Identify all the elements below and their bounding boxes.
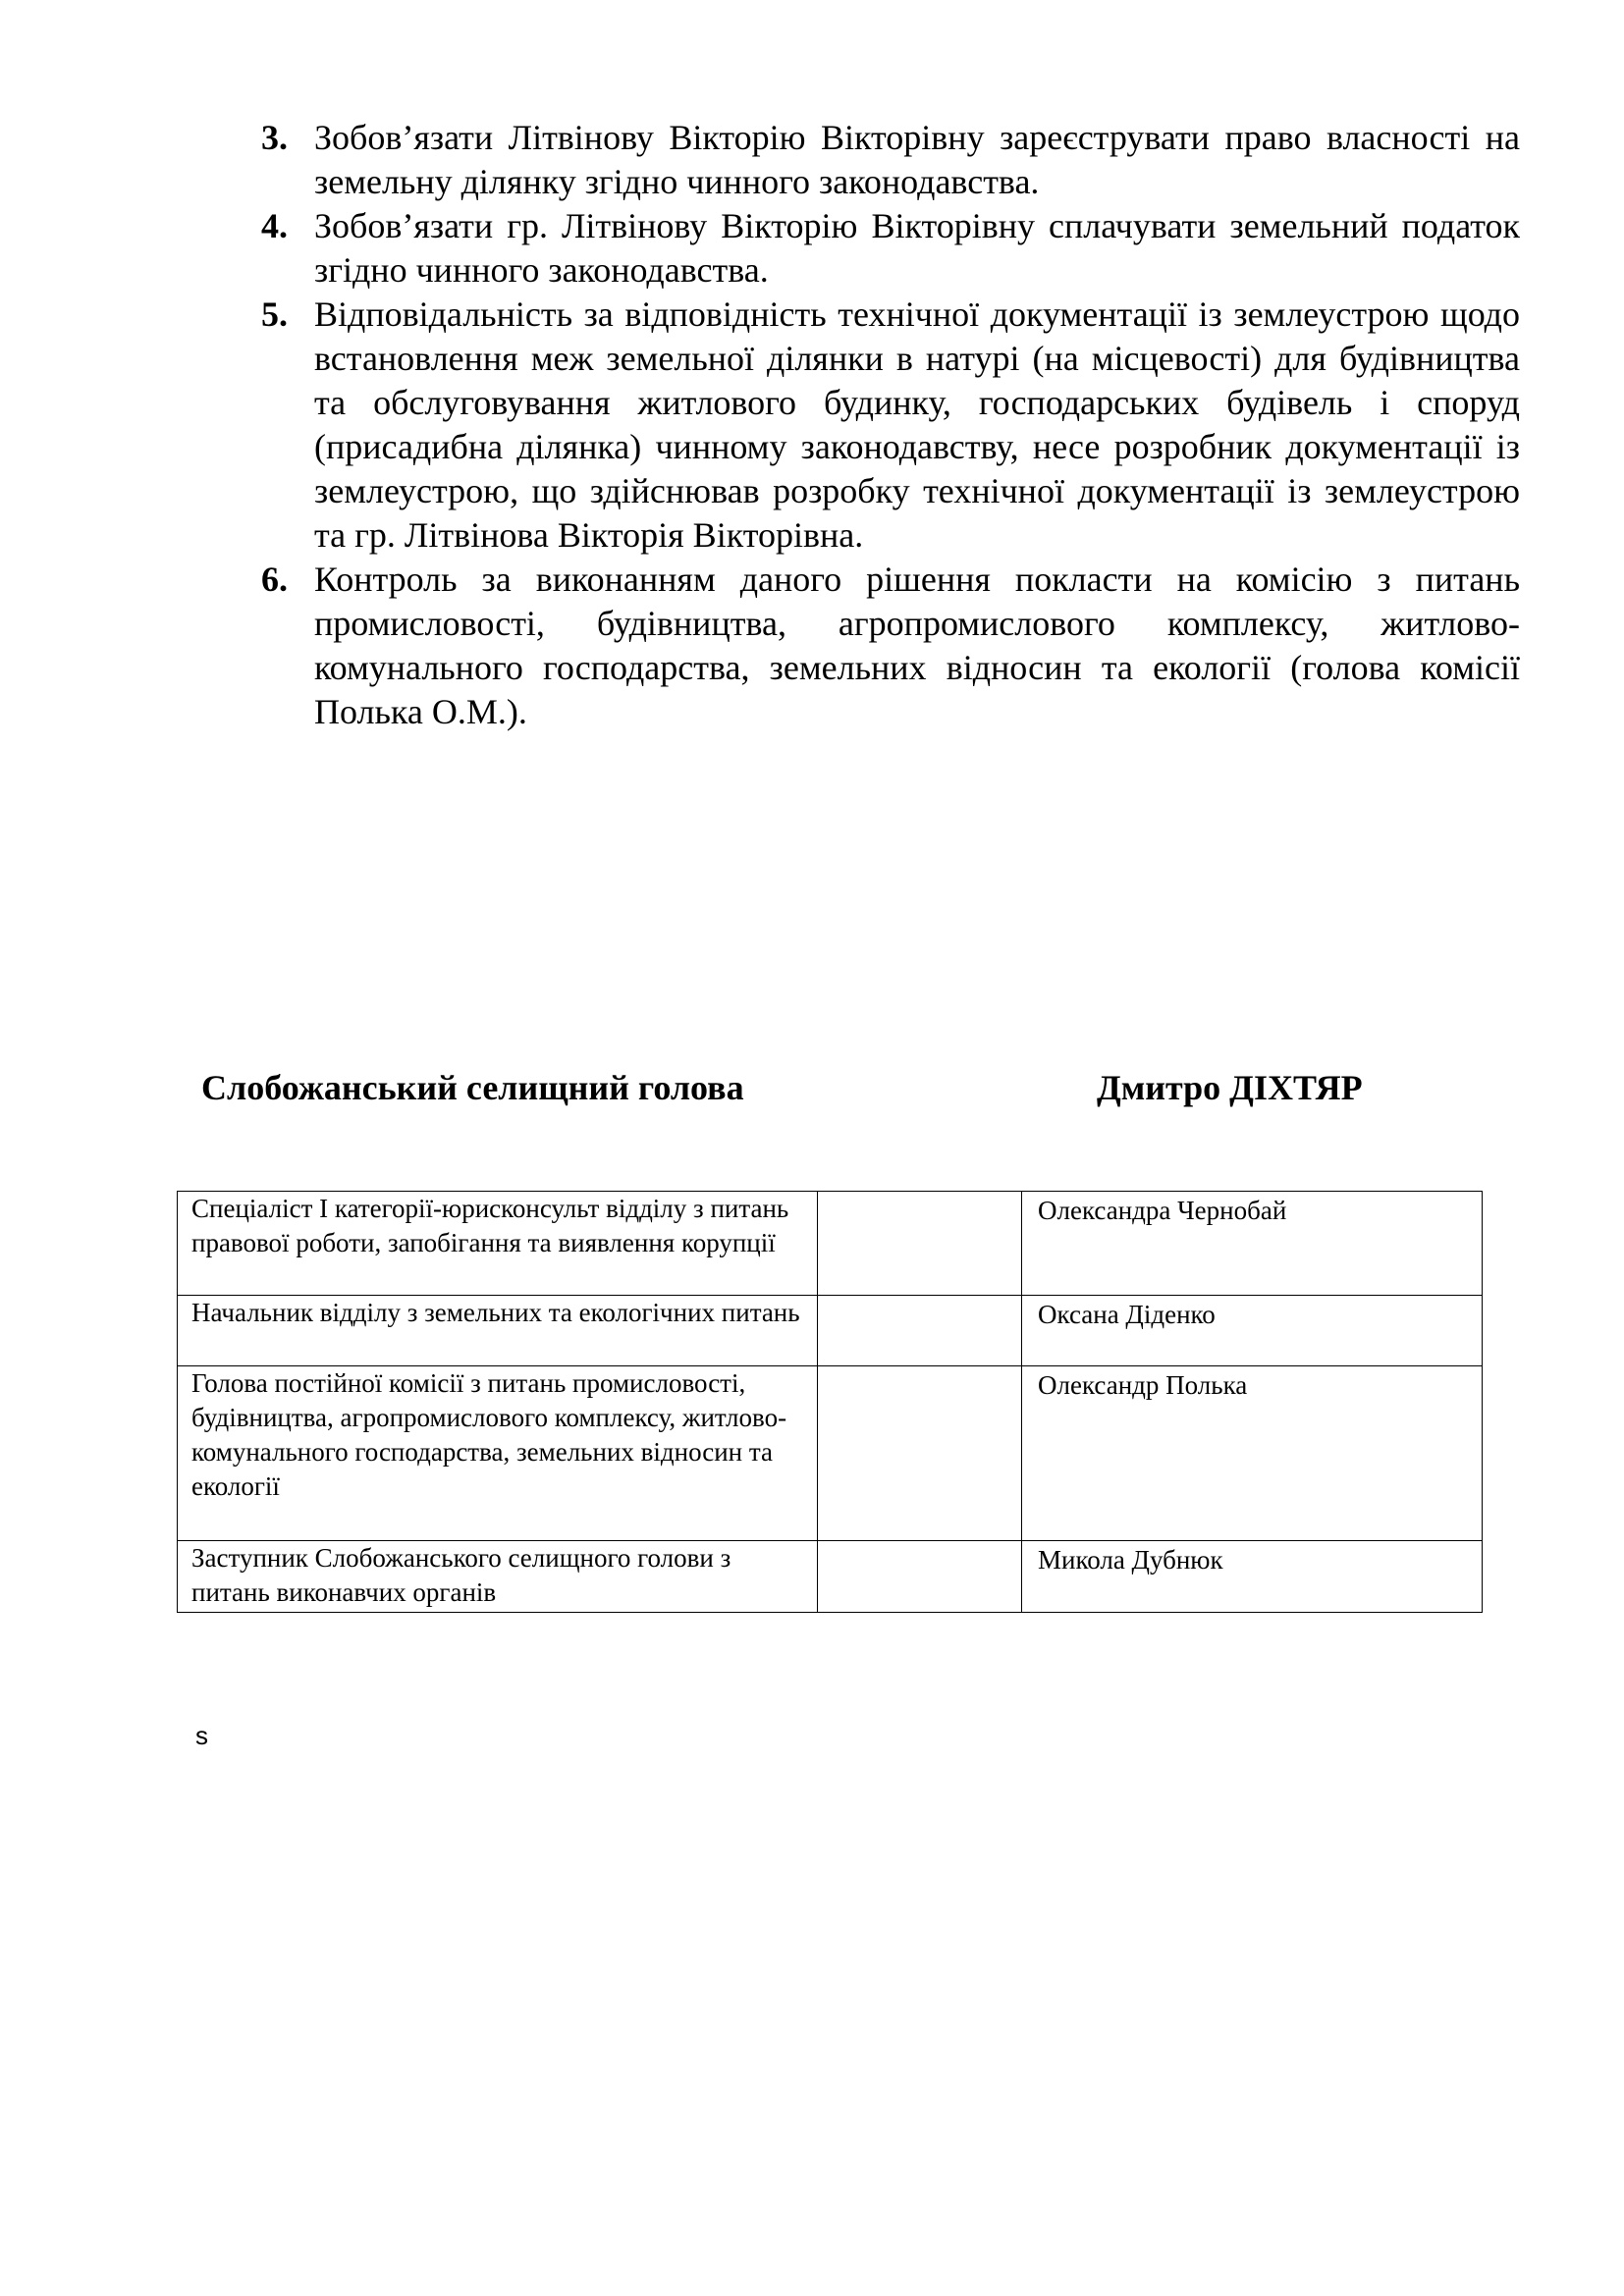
- decision-item-6: [257, 558, 1520, 734]
- item-text: Контроль за виконанням даного рішення покласти на комісію з питань промисловості, будівництва, агропромислового комплексу, житлово-комунального господарства, земельних відносин та екології (голова комісії Полька О.М.).: [314, 560, 1520, 731]
- decision-item-4: [257, 204, 1520, 293]
- person-cell: Олександр Полька: [1022, 1366, 1483, 1541]
- item-text: Зобов’язати Літвінову Вікторію Вікторівну зареєструвати право власності на земельну ділянку згідно чинного законодавства.: [314, 118, 1520, 201]
- signature-cell: [818, 1192, 1022, 1296]
- item-number: 4.: [261, 206, 288, 245]
- stray-character: s: [195, 1721, 208, 1750]
- person-cell: Олександра Чернобай: [1022, 1192, 1483, 1296]
- table-row: [178, 1296, 1483, 1366]
- person-cell: Оксана Діденко: [1022, 1296, 1483, 1366]
- signature-cell: [818, 1541, 1022, 1613]
- decision-items: [257, 116, 1520, 734]
- signature-cell: [818, 1296, 1022, 1366]
- position-cell: Спеціаліст І категорії-юрисконсульт відділу з питань правової роботи, запобігання та виявлення корупції: [178, 1192, 818, 1296]
- item-number: 3.: [261, 118, 288, 157]
- signature-cell: [818, 1366, 1022, 1541]
- decision-item-5: [257, 293, 1520, 558]
- table-row: [178, 1541, 1483, 1613]
- item-text: Зобов’язати гр. Літвінову Вікторію Вікторівну сплачувати земельний податок згідно чинного законодавства.: [314, 206, 1520, 290]
- table-row: [178, 1192, 1483, 1296]
- signatory-name: Дмитро ДІХТЯР: [1097, 1068, 1363, 1107]
- table-row: [178, 1366, 1483, 1541]
- approval-table: [177, 1191, 1483, 1613]
- position-cell: Заступник Слобожанського селищного голови з питань виконавчих органів: [178, 1541, 818, 1613]
- item-text: Відповідальність за відповідність технічної документації із землеустрою щодо встановлення меж земельної ділянки в натурі (на місцевості) для будівництва та обслуговування житлового будинку, господарських будівель і споруд (присадибна ділянка) чинному законодавству, несе розробник документації із землеустрою, що здійснював розробку технічної документації із землеустрою та гр. Літвінова Вікторія Вікторівна.: [314, 294, 1520, 555]
- item-number: 5.: [261, 294, 288, 334]
- decision-item-3: [257, 116, 1520, 204]
- person-cell: Микола Дубнюк: [1022, 1541, 1483, 1613]
- signatory-title: Слобожанський селищний голова: [201, 1068, 744, 1107]
- position-cell: Голова постійної комісії з питань промисловості, будівництва, агропромислового комплексу, житлово-комунального господарства, земельних відносин та екології: [178, 1366, 818, 1541]
- item-number: 6.: [261, 560, 288, 599]
- position-cell: Начальник відділу з земельних та екологічних питань: [178, 1296, 818, 1366]
